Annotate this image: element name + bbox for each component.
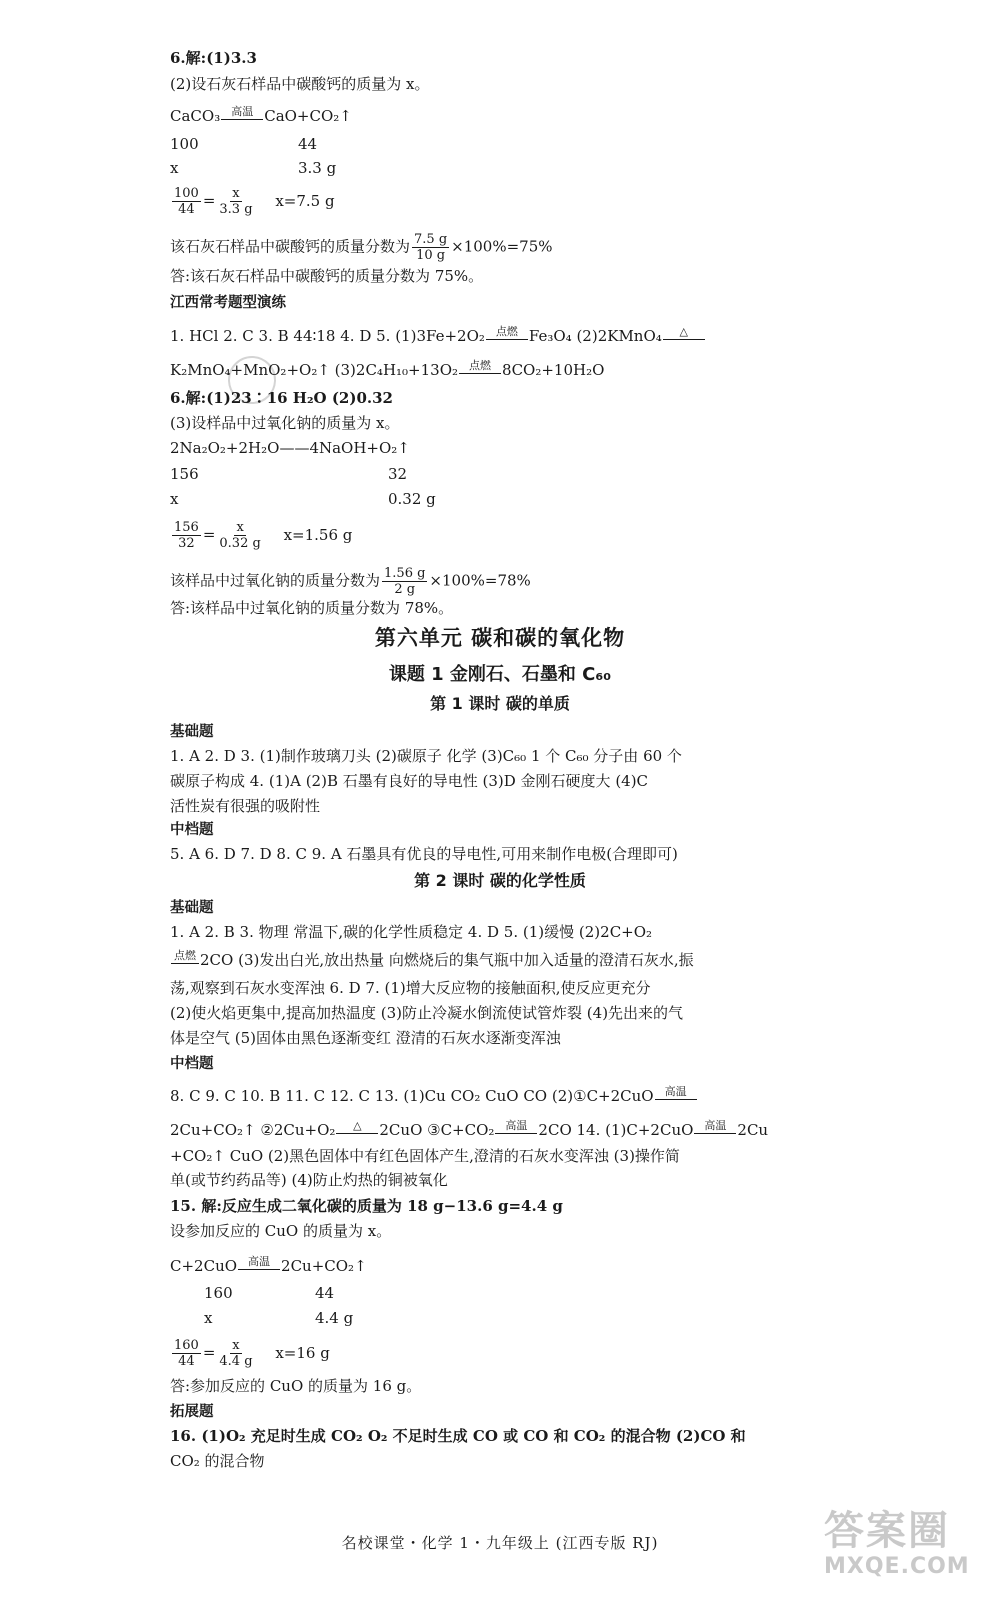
answer-line — [170, 950, 978, 970]
answer-line — [170, 326, 978, 346]
reaction-condition — [336, 1120, 378, 1140]
answer-line — [170, 566, 978, 597]
answer-line: 1. A 2. B 3. 物理 常温下,碳的化学性质稳定 4. D 5. (1)缓慢 (2)2C+O₂ — [170, 923, 653, 941]
text: △ — [679, 325, 689, 338]
answer-line: 答:该石灰石样品中碳酸钙的质量分数为 75%。 — [170, 267, 484, 285]
text: 44 — [298, 135, 318, 153]
answer-line — [170, 48, 978, 68]
answer-line: 体是空气 (5)固体由黑色逐渐变红 澄清的石灰水逐渐变浑浊 — [170, 1029, 561, 1047]
answer-line: (3)设样品中过氧化钠的质量为 x。 — [170, 414, 400, 432]
answer-line: 碳原子构成 4. (1)A (2)B 石墨有良好的导电性 (3)D 金刚石硬度大 (4)C — [170, 772, 649, 790]
answer-line — [170, 360, 978, 380]
reaction-condition — [694, 1120, 736, 1140]
text: 2CO (3)发出白光,放出热量 向燃烧后的集气瓶中加入适量的澄清石灰水,振 — [200, 951, 694, 969]
reaction-condition — [221, 106, 263, 126]
text: 该石灰石样品中碳酸钙的质量分数为 — [170, 237, 411, 256]
proportion-line: $\frac{160}{44}$ = $\frac{x}{4.4 g}$ x=16 g — [174, 1338, 330, 1369]
text: 高温 — [231, 105, 254, 118]
text: 8. C 9. C 10. B 11. C 12. C 13. (1)Cu CO₂ CuO CO (2)①C+2CuO — [170, 1087, 654, 1105]
section-heading: 中档题 — [170, 1056, 214, 1072]
text: x — [170, 159, 179, 177]
section-heading: 拓展题 — [170, 1404, 214, 1420]
reaction-condition — [171, 950, 199, 970]
text: 8CO₂+10H₂O — [502, 361, 605, 379]
text: 15. 解:反应生成二氧化碳的质量为 18 g−13.6 g=4.4 g — [170, 1197, 563, 1215]
ratio-line — [170, 464, 978, 484]
text: 44 — [315, 1284, 335, 1302]
text: 6.解:(1)3.3 — [170, 49, 257, 67]
fraction: $\frac{x}{0.32 g}$ — [219, 520, 261, 551]
answer-line: 1. A 2. D 3. (1)制作玻璃刀头 (2)碳原子 化学 (3)C₆₀ 1 个 C₆₀ 分子由 60 个 — [170, 747, 682, 765]
answer-line — [170, 1086, 978, 1106]
watermark-url: MXQE.COM — [824, 1554, 970, 1579]
proportion-line: $\frac{100}{44}$ = $\frac{x}{3.3 g}$ x=7.5 g — [174, 186, 335, 217]
fraction: $\frac{x}{4.4 g}$ — [219, 1338, 253, 1369]
text: △ — [353, 1119, 362, 1132]
text: 高温 — [505, 1119, 528, 1132]
text: 点燃 — [469, 359, 492, 372]
proportion-line: $\frac{156}{32}$ = $\frac{x}{0.32 g}$ x=1.56 g — [174, 520, 353, 551]
reaction-condition — [459, 360, 501, 380]
section-heading: 基础题 — [170, 724, 214, 740]
text: 160 — [204, 1284, 233, 1302]
reaction-condition — [486, 326, 528, 346]
text: 该样品中过氧化钠的质量分数为 — [170, 571, 381, 590]
equation-line — [170, 1256, 978, 1276]
answer-line — [170, 1196, 978, 1216]
answer-line: +CO₂↑ CuO (2)黑色固体中有红色固体产生,澄清的石灰水变浑浊 (3)操作简 — [170, 1147, 680, 1165]
fraction: $\frac{100}{44}$ — [174, 186, 199, 217]
text: CaCO₃ — [170, 107, 221, 125]
text: C+2CuO — [170, 1257, 238, 1275]
section-heading: 中档题 — [170, 822, 214, 838]
equation-line — [170, 106, 978, 126]
ratio-line — [170, 158, 978, 178]
topic-title: 课题 1 金刚石、石墨和 C₆₀ — [388, 664, 612, 685]
text: 4.4 g — [315, 1309, 354, 1327]
lesson-title: 第 1 课时 碳的单质 — [430, 694, 570, 713]
text: 高温 — [664, 1085, 687, 1098]
ratio-line — [170, 134, 978, 154]
watermark-logo — [824, 1508, 982, 1590]
text: x=1.56 g — [283, 525, 353, 544]
text: 2Cu+CO₂↑ — [281, 1257, 367, 1275]
text: 32 — [388, 465, 408, 483]
text: 1. HCl 2. C 3. B 44∶18 4. D 5. (1)3Fe+2O₂ — [170, 327, 485, 345]
watermark-text: 答案圈 — [824, 1508, 950, 1554]
answer-line: 5. A 6. D 7. D 8. C 9. A 石墨具有优良的导电性,可用来制作电极(合理即可) — [170, 845, 678, 863]
text: K₂MnO₄+MnO₂+O₂↑ (3)2C₄H₁₀+13O₂ — [170, 361, 459, 379]
page-footer: 名校课堂・化学 1・九年级上 (江西专版 RJ) — [341, 1534, 659, 1552]
text: 2CO 14. (1)C+2CuO — [538, 1121, 694, 1139]
text: 2Cu — [737, 1121, 769, 1139]
text: x=7.5 g — [275, 191, 335, 210]
answer-line: 单(或节约药品等) (4)防止灼热的铜被氧化 — [170, 1171, 448, 1189]
answer-line: 答:该样品中过氧化钠的质量分数为 78%。 — [170, 599, 454, 617]
answer-line — [170, 1426, 978, 1446]
answer-line: (2)使火焰更集中,提高加热温度 (3)防止冷凝水倒流使试管炸裂 (4)先出来的气 — [170, 1004, 684, 1022]
text: 0.32 g — [388, 490, 436, 508]
answer-line: CO₂ 的混合物 — [170, 1452, 265, 1470]
text: CaO+CO₂↑ — [264, 107, 352, 125]
fraction: $\frac{160}{44}$ — [174, 1338, 199, 1369]
text: ×100%=78% — [429, 571, 531, 590]
text: 6.解:(1)23∶16 H₂O (2)0.32 — [170, 389, 393, 407]
reaction-condition — [663, 326, 705, 346]
text: x=16 g — [275, 1343, 330, 1362]
text: 高温 — [248, 1255, 271, 1268]
lesson-title: 第 2 课时 碳的化学性质 — [414, 871, 586, 890]
fraction: $\frac{1.56 g}{2 g}$ — [384, 566, 426, 597]
reaction-condition — [655, 1086, 697, 1106]
equation-line: 2Na₂O₂+2H₂O——4NaOH+O₂↑ — [170, 439, 410, 457]
answer-line: 荡,观察到石灰水变浑浊 6. D 7. (1)增大反应物的接触面积,使反应更充分 — [170, 979, 651, 997]
text: 高温 — [704, 1119, 727, 1132]
fraction: $\frac{156}{32}$ — [174, 520, 199, 551]
text: 点燃 — [495, 325, 518, 338]
text: x — [204, 1309, 213, 1327]
ratio-line — [170, 489, 978, 509]
text: x — [170, 490, 179, 508]
answer-line: 答:参加反应的 CuO 的质量为 16 g。 — [170, 1377, 422, 1395]
text: ×100%=75% — [451, 237, 553, 256]
text: 2Cu+CO₂↑ ②2Cu+O₂ — [170, 1121, 336, 1139]
text: Fe₃O₄ (2)2KMnO₄ — [528, 327, 662, 345]
reaction-condition — [495, 1120, 537, 1140]
text: 点燃 — [174, 949, 196, 962]
answer-line — [170, 1120, 978, 1140]
answer-line: (2)设石灰石样品中碳酸钙的质量为 x。 — [170, 75, 430, 93]
fraction: $\frac{x}{3.3 g}$ — [219, 186, 253, 217]
text: 2CuO ③C+CO₂ — [379, 1121, 495, 1139]
text: 3.3 g — [298, 159, 337, 177]
text: 156 — [170, 465, 199, 483]
answer-line — [170, 232, 978, 263]
answer-line: 设参加反应的 CuO 的质量为 x。 — [170, 1222, 392, 1240]
answer-line — [170, 388, 978, 408]
text: 100 — [170, 135, 199, 153]
section-heading: 江西常考题型演练 — [170, 295, 286, 311]
fraction: $\frac{7.5 g}{10 g}$ — [414, 232, 448, 263]
text: 16. (1)O₂ 充足时生成 CO₂ O₂ 不足时生成 CO 或 CO 和 CO₂ 的混合物 (2)CO 和 — [170, 1427, 746, 1445]
unit-title: 第六单元 碳和碳的氧化物 — [374, 626, 626, 650]
section-heading: 基础题 — [170, 900, 214, 916]
reaction-condition — [238, 1256, 280, 1276]
answer-line: 活性炭有很强的吸附性 — [170, 797, 321, 815]
